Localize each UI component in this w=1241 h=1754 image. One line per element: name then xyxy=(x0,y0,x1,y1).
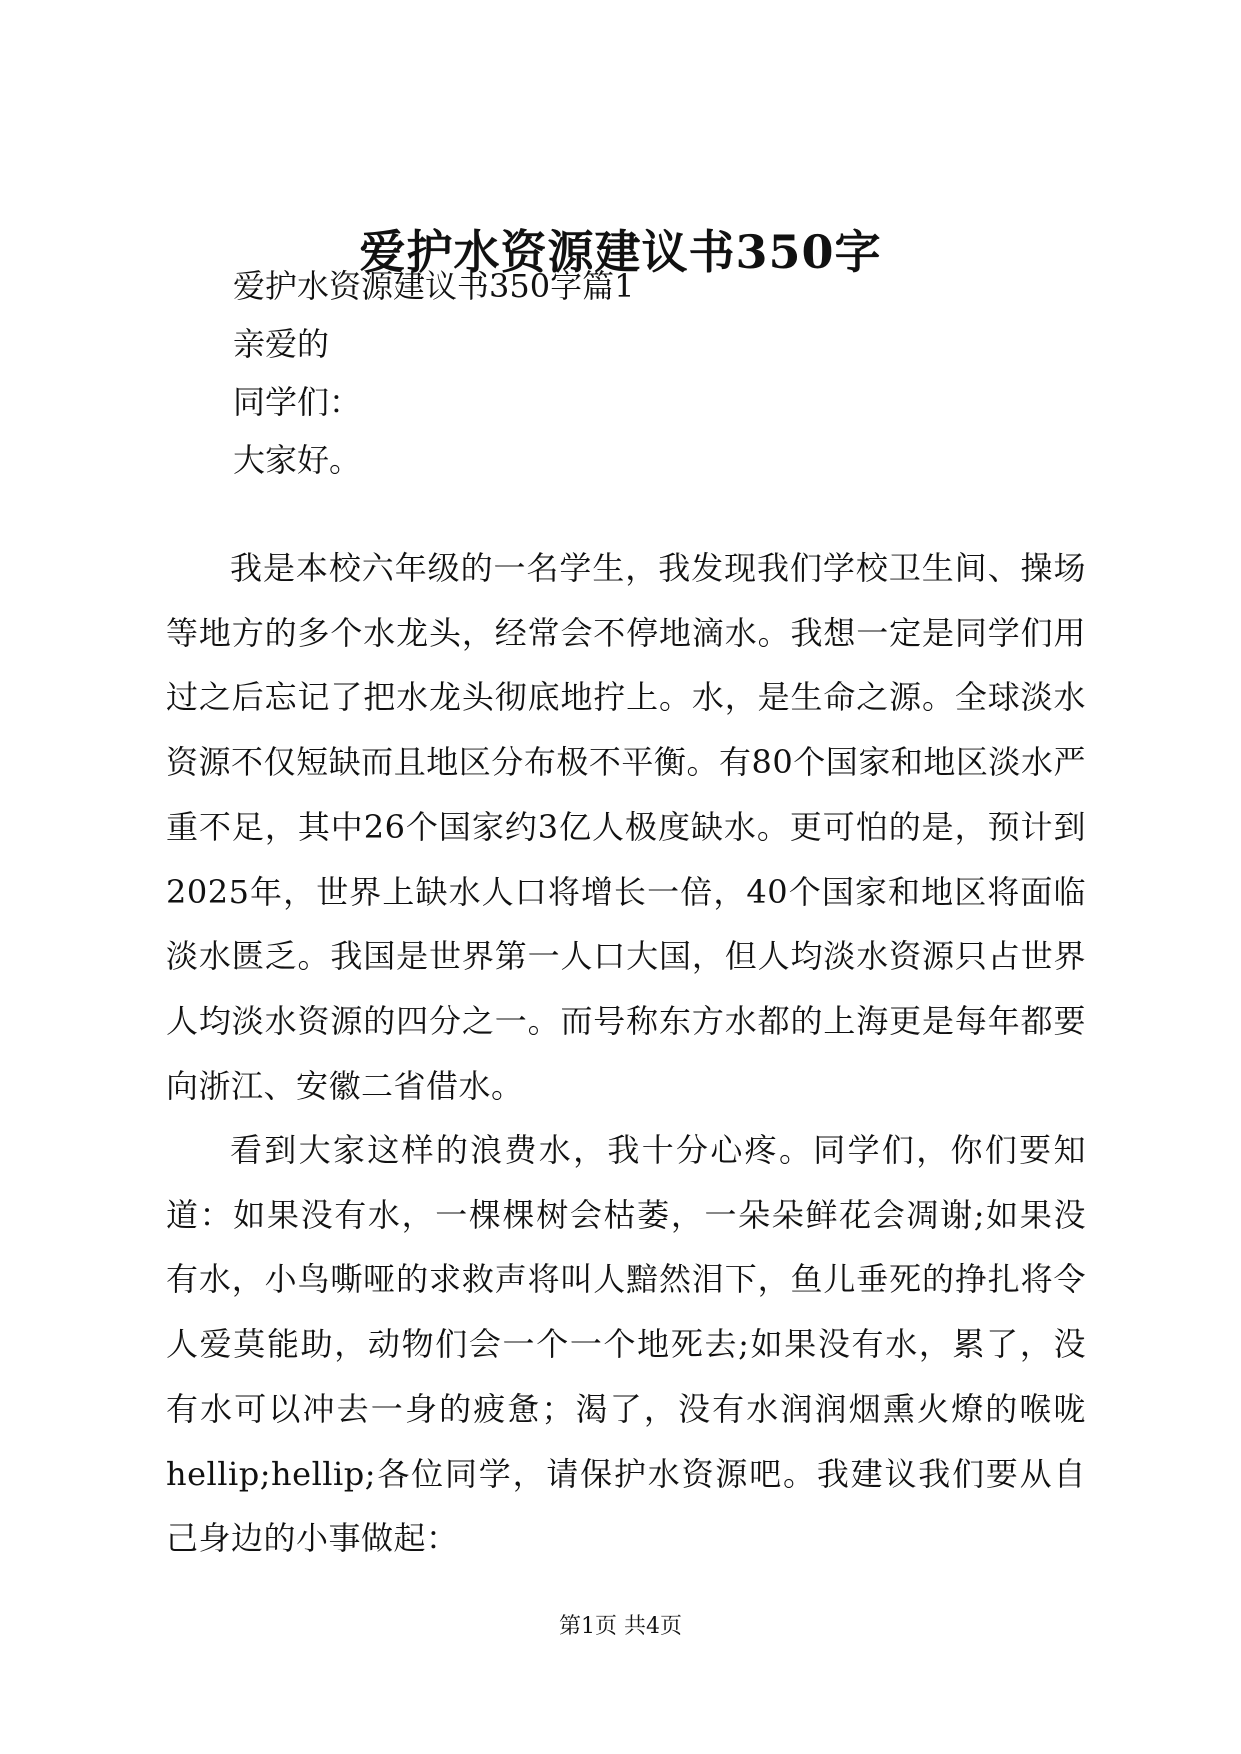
document-subtitle: 爱护水资源建议书350字篇1 xyxy=(233,267,635,305)
paragraph-text: 我是本校六年级的一名学生，我发现我们学校卫生间、操场等地方的多个水龙头，经常会不停地滴水。我想一定是同学们用过之后忘记了把水龙头彻底地拧上。水，是生命之源。全球淡水资源不仅短缺而且地区分布极不平衡。有80个国家和地区淡水严重不足，其中26个国家约3亿人极度缺水。更可怕的是，预计到2025年，世界上缺水人口将增长一倍，40个国家和地区将面临淡水匮乏。我国是世界第一人口大国，但人均淡水资源只占世界人均淡水资源的四分之一。而号称东方水都的上海更是每年都要向浙江、安徽二省借水。 xyxy=(166,549,1086,1105)
greeting-line: 同学们： xyxy=(233,383,362,421)
greeting-line: 亲爱的 xyxy=(233,325,330,363)
greeting-line: 大家好。 xyxy=(233,441,362,479)
body-paragraph xyxy=(166,1118,1086,1571)
paragraph-text: 看到大家这样的浪费水，我十分心疼。同学们，你们要知道：如果没有水，一棵棵树会枯萎，一朵朵鲜花会凋谢;如果没有水，小鸟嘶哑的求救声将叫人黯然泪下，鱼儿垂死的挣扎将令人爱莫能助，动物们会一个一个地死去;如果没有水，累了，没有水可以冲去一身的疲惫；渴了，没有水润润烟熏火燎的喉咙hellip;hellip;各位同学，请保护水资源吧。我建议我们要从自己身边的小事做起： xyxy=(166,1131,1086,1558)
page-footer: 第1页 共4页 xyxy=(559,1614,682,1639)
body-paragraph xyxy=(166,536,1086,1118)
document-title: 爱护水资源建议书350字 xyxy=(359,225,882,279)
